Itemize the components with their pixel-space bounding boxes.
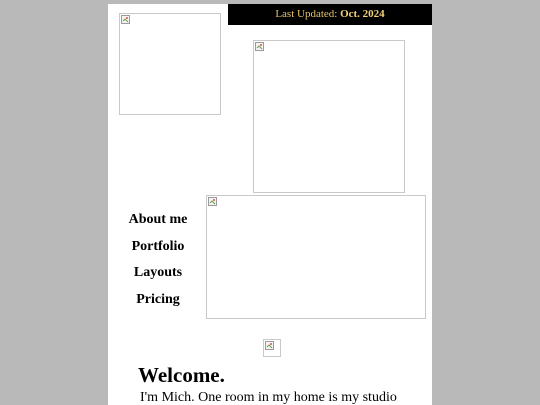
nav-link-layouts[interactable]: Layouts <box>133 265 183 280</box>
last-updated-banner <box>228 4 432 25</box>
nav-link-about-me[interactable]: About me <box>128 212 188 227</box>
main-banner-image <box>206 195 426 319</box>
welcome-heading: Welcome. <box>138 363 225 387</box>
site-nav <box>108 207 202 313</box>
last-updated-label: Last Updated: <box>275 8 341 20</box>
broken-image-icon <box>208 197 217 206</box>
broken-image-icon <box>265 341 274 350</box>
nav-link-pricing[interactable]: Pricing <box>136 291 180 307</box>
page-container <box>108 4 432 405</box>
intro-text: I'm Mich. One room in my home is my studio <box>140 390 397 405</box>
header-image-left <box>119 13 221 115</box>
broken-image-icon <box>255 42 264 51</box>
last-updated-date: Oct. 2024 <box>340 8 385 20</box>
nav-link-portfolio[interactable]: Portfolio <box>131 238 185 254</box>
header-image-right <box>253 40 405 193</box>
small-divider-image <box>263 339 281 357</box>
broken-image-icon <box>121 15 130 24</box>
